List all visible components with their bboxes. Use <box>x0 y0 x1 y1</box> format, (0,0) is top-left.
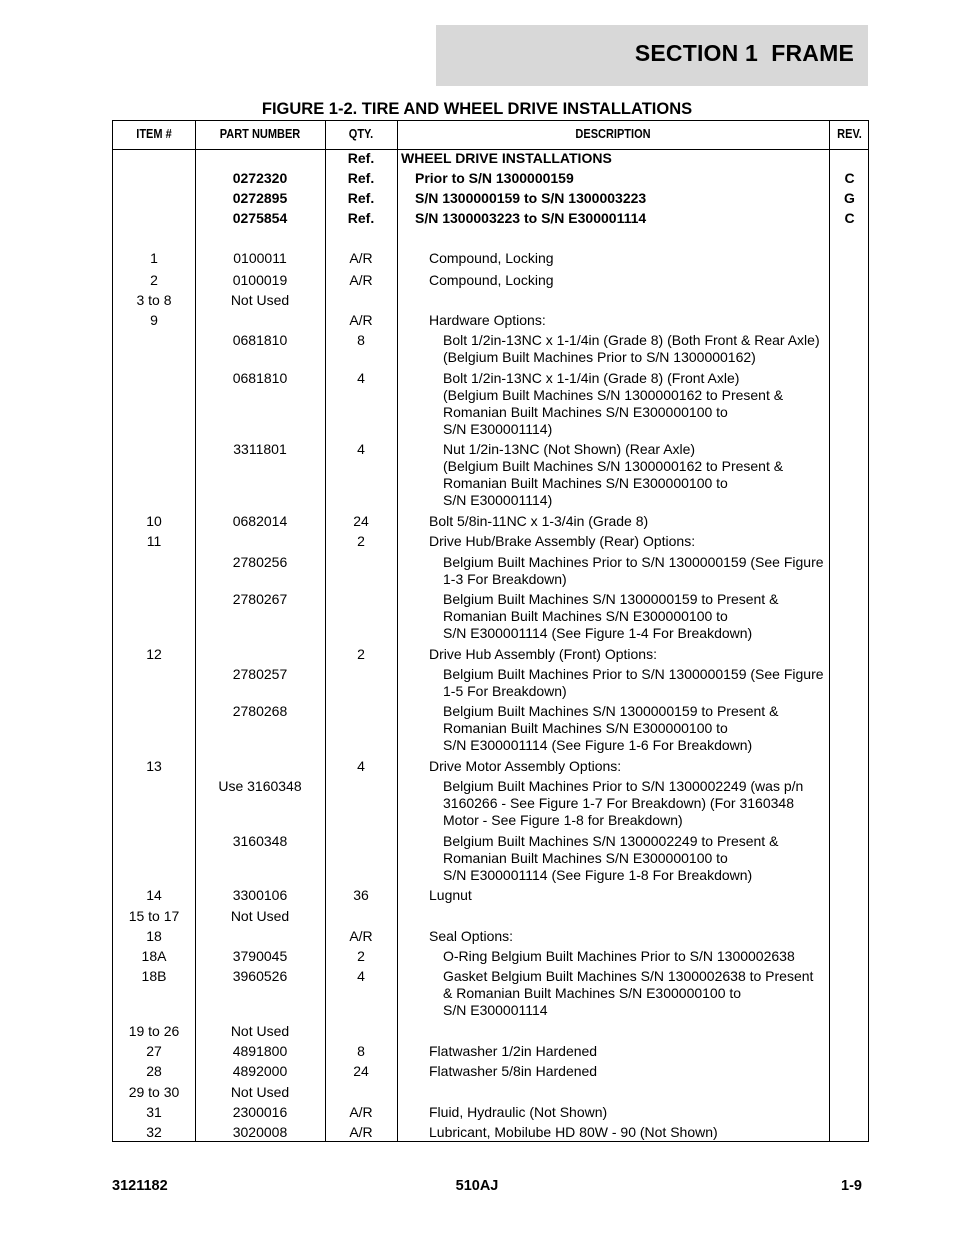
part-number-cell: 2780256 <box>232 554 288 570</box>
item-number-cell: 2 <box>150 272 158 288</box>
quantity-cell: 4 <box>357 758 365 774</box>
quantity-cell: 2 <box>357 646 365 662</box>
part-number-cell: 0681810 <box>232 332 288 348</box>
quantity-cell: 24 <box>353 1063 369 1079</box>
description-line: Drive Hub/Brake Assembly (Rear) Options: <box>429 533 696 549</box>
item-number-cell: 14 <box>146 887 162 903</box>
description-cell <box>443 332 820 366</box>
description-line: Prior to S/N 1300000159 <box>415 170 574 186</box>
part-number-cell: Not Used <box>230 908 290 924</box>
description-line: S/N E300001114) <box>443 492 553 508</box>
column-divider <box>397 121 398 1141</box>
part-number-cell: 0100011 <box>233 250 287 266</box>
description-cell <box>401 150 612 167</box>
section-title: SECTION 1 FRAME <box>634 40 854 66</box>
revision-cell: C <box>844 210 855 226</box>
description-cell <box>443 948 795 965</box>
description-line: Flatwasher 1/2in Hardened <box>429 1043 598 1059</box>
description-line: S/N E300001114 <box>443 1002 548 1018</box>
description-line: & Romanian Built Machines S/N E300000100 to <box>443 985 742 1001</box>
description-line: S/N E300001114 (See Figure 1-8 For Breakdown) <box>443 867 753 883</box>
quantity-cell: A/R <box>349 1104 373 1120</box>
description-line: 1-5 For Breakdown) <box>443 683 567 699</box>
item-number-cell: 18A <box>141 948 167 964</box>
description-line: Romanian Built Machines S/N E300000100 to <box>443 850 728 866</box>
description-line: Fluid, Hydraulic (Not Shown) <box>429 1104 608 1120</box>
description-line: Belgium Built Machines S/N 1300000159 to Present & <box>443 703 779 719</box>
description-line: Drive Motor Assembly Options: <box>429 758 622 774</box>
quantity-cell: 2 <box>357 948 365 964</box>
description-line: (Belgium Built Machines S/N 1300000162 to Present & <box>443 458 784 474</box>
quantity-cell: 8 <box>357 332 365 348</box>
quantity-cell: 24 <box>353 513 369 529</box>
footer-document-number: 3121182 <box>112 1178 168 1194</box>
description-cell <box>429 758 621 775</box>
description-cell <box>429 533 695 550</box>
description-cell <box>429 1043 597 1060</box>
quantity-cell: A/R <box>349 272 373 288</box>
description-line: Lugnut <box>429 887 472 903</box>
part-number-cell: 3790045 <box>232 948 288 964</box>
description-line: Romanian Built Machines S/N E300000100 to <box>443 475 728 491</box>
part-number-cell: 0275854 <box>232 210 288 226</box>
description-cell <box>443 554 824 588</box>
description-line: Romanian Built Machines S/N E300000100 to <box>443 608 728 624</box>
description-line: Belgium Built Machines Prior to S/N 1300000159 (See Figure <box>443 666 824 682</box>
part-number-cell: 0100019 <box>232 272 288 288</box>
description-line: (Belgium Built Machines S/N 1300000162 to Present & <box>443 387 784 403</box>
description-line: Drive Hub Assembly (Front) Options: <box>429 646 657 662</box>
description-line: Belgium Built Machines Prior to S/N 1300000159 (See Figure <box>443 554 824 570</box>
part-number-cell: 3160348 <box>232 833 288 849</box>
part-number-cell: 0272320 <box>232 170 288 186</box>
description-line: Compound, Locking <box>429 250 554 266</box>
quantity-cell: Ref. <box>347 210 375 226</box>
part-number-cell: 4892000 <box>232 1063 288 1079</box>
description-line: 3160266 - See Figure 1-7 For Breakdown) (For 3160348 <box>443 795 794 811</box>
description-line: Motor - See Figure 1-8 for Breakdown) <box>443 812 683 828</box>
description-line: Romanian Built Machines S/N E300000100 to <box>443 720 728 736</box>
description-cell <box>429 887 472 904</box>
revision-cell: G <box>844 190 855 206</box>
description-cell <box>443 968 813 1019</box>
part-number-cell: 3020008 <box>232 1124 288 1140</box>
item-number-cell: 10 <box>146 513 162 529</box>
part-number-cell: 2780257 <box>232 666 288 682</box>
item-number-cell: 9 <box>150 312 158 328</box>
description-cell <box>429 1063 597 1080</box>
description-cell <box>429 272 554 289</box>
description-cell <box>415 190 646 207</box>
part-number-cell: 3960526 <box>232 968 288 984</box>
part-number-cell: 3300106 <box>232 887 288 903</box>
quantity-cell: Ref. <box>347 190 375 206</box>
quantity-cell: 2 <box>357 533 365 549</box>
quantity-cell: A/R <box>349 928 373 944</box>
header-description: DESCRIPTION <box>575 127 651 141</box>
description-line: Nut 1/2in-13NC (Not Shown) (Rear Axle) <box>443 441 696 457</box>
header-item: ITEM # <box>136 127 172 141</box>
description-line: Gasket Belgium Built Machines S/N 1300002638 to Present <box>443 968 814 984</box>
item-number-cell: 27 <box>146 1043 162 1059</box>
quantity-cell: Ref. <box>347 170 375 186</box>
quantity-cell: Ref. <box>347 150 375 166</box>
description-line: Belgium Built Machines Prior to S/N 1300002249 (was p/n <box>443 778 804 794</box>
item-number-cell: 18B <box>141 968 167 984</box>
description-line: (Belgium Built Machines Prior to S/N 1300000162) <box>443 349 756 365</box>
part-number-cell: Use 3160348 <box>218 778 302 794</box>
part-number-cell: Not Used <box>230 1023 290 1039</box>
description-line: Bolt 1/2in-13NC x 1-1/4in (Grade 8) (Front Axle) <box>443 370 740 386</box>
description-line: Hardware Options: <box>429 312 546 328</box>
description-line: S/N 1300000159 to S/N 1300003223 <box>415 190 647 206</box>
description-line: Bolt 5/8in-11NC x 1-3/4in (Grade 8) <box>429 513 649 529</box>
description-cell <box>443 833 778 884</box>
item-number-cell: 32 <box>146 1124 162 1140</box>
part-number-cell: Not Used <box>230 292 290 308</box>
item-number-cell: 19 to 26 <box>128 1023 180 1039</box>
description-line: 1-3 For Breakdown) <box>443 571 567 587</box>
description-cell <box>443 441 783 509</box>
description-line: S/N 1300003223 to S/N E300001114 <box>415 210 647 226</box>
description-line: Lubricant, Mobilube HD 80W - 90 (Not Shown) <box>429 1124 718 1140</box>
quantity-cell: 4 <box>357 968 365 984</box>
item-number-cell: 3 to 8 <box>136 292 172 308</box>
description-cell <box>443 370 783 438</box>
description-line: Belgium Built Machines S/N 1300000159 to Present & <box>443 591 779 607</box>
description-line: S/N E300001114 (See Figure 1-4 For Breakdown) <box>443 625 753 641</box>
parts-table <box>112 120 869 1142</box>
footer-model: 510AJ <box>455 1178 499 1194</box>
header-rev: REV. <box>837 127 862 141</box>
description-cell <box>429 312 546 329</box>
description-cell <box>415 170 574 187</box>
description-line: Flatwasher 5/8in Hardened <box>429 1063 598 1079</box>
description-cell <box>443 591 778 642</box>
part-number-cell: 3311801 <box>233 441 287 457</box>
description-line: WHEEL DRIVE INSTALLATIONS <box>401 150 612 166</box>
part-number-cell: 2780268 <box>232 703 288 719</box>
item-number-cell: 11 <box>146 533 162 549</box>
item-number-cell: 15 to 17 <box>128 908 180 924</box>
quantity-cell: A/R <box>349 250 373 266</box>
item-number-cell: 1 <box>150 250 158 266</box>
part-number-cell: 0681810 <box>232 370 288 386</box>
quantity-cell: 4 <box>357 370 365 386</box>
item-number-cell: 12 <box>146 646 162 662</box>
description-cell <box>429 1124 718 1141</box>
description-cell <box>443 778 803 829</box>
description-line: Seal Options: <box>429 928 514 944</box>
quantity-cell: 36 <box>353 887 369 903</box>
item-number-cell: 18 <box>146 928 162 944</box>
quantity-cell: A/R <box>349 312 373 328</box>
description-line: Belgium Built Machines S/N 1300002249 to Present & <box>443 833 779 849</box>
description-cell <box>429 1104 607 1121</box>
part-number-cell: Not Used <box>230 1084 290 1100</box>
description-cell <box>443 703 778 754</box>
part-number-cell: 0682014 <box>232 513 288 529</box>
header-qty: QTY. <box>348 127 374 141</box>
description-line: Compound, Locking <box>429 272 554 288</box>
item-number-cell: 29 to 30 <box>128 1084 180 1100</box>
part-number-cell: 4891800 <box>232 1043 288 1059</box>
description-cell <box>429 928 513 945</box>
description-cell <box>429 250 554 267</box>
description-cell <box>429 646 657 663</box>
description-line: Romanian Built Machines S/N E300000100 to <box>443 404 728 420</box>
part-number-cell: 0272895 <box>232 190 288 206</box>
quantity-cell: 4 <box>357 441 365 457</box>
description-line: S/N E300001114) <box>443 421 553 437</box>
description-cell <box>443 666 824 700</box>
description-line: Bolt 1/2in-13NC x 1-1/4in (Grade 8) (Both Front & Rear Axle) <box>443 332 820 348</box>
revision-cell: C <box>844 170 855 186</box>
figure-title: FIGURE 1-2. TIRE AND WHEEL DRIVE INSTALLATIONS <box>261 100 693 118</box>
part-number-cell: 2300016 <box>232 1104 288 1120</box>
quantity-cell: A/R <box>349 1124 373 1140</box>
description-cell <box>415 210 646 227</box>
part-number-cell: 2780267 <box>232 591 288 607</box>
description-line: O-Ring Belgium Built Machines Prior to S/N 1300002638 <box>443 948 795 964</box>
header-part-number: PART NUMBER <box>219 127 301 141</box>
item-number-cell: 28 <box>146 1063 162 1079</box>
column-divider <box>829 121 830 1141</box>
description-line: S/N E300001114 (See Figure 1-6 For Breakdown) <box>443 737 753 753</box>
footer-page-number: 1-9 <box>841 1178 862 1194</box>
section-banner <box>436 25 868 86</box>
item-number-cell: 31 <box>146 1104 162 1120</box>
description-cell <box>429 513 648 530</box>
item-number-cell: 13 <box>146 758 162 774</box>
quantity-cell: 8 <box>357 1043 365 1059</box>
